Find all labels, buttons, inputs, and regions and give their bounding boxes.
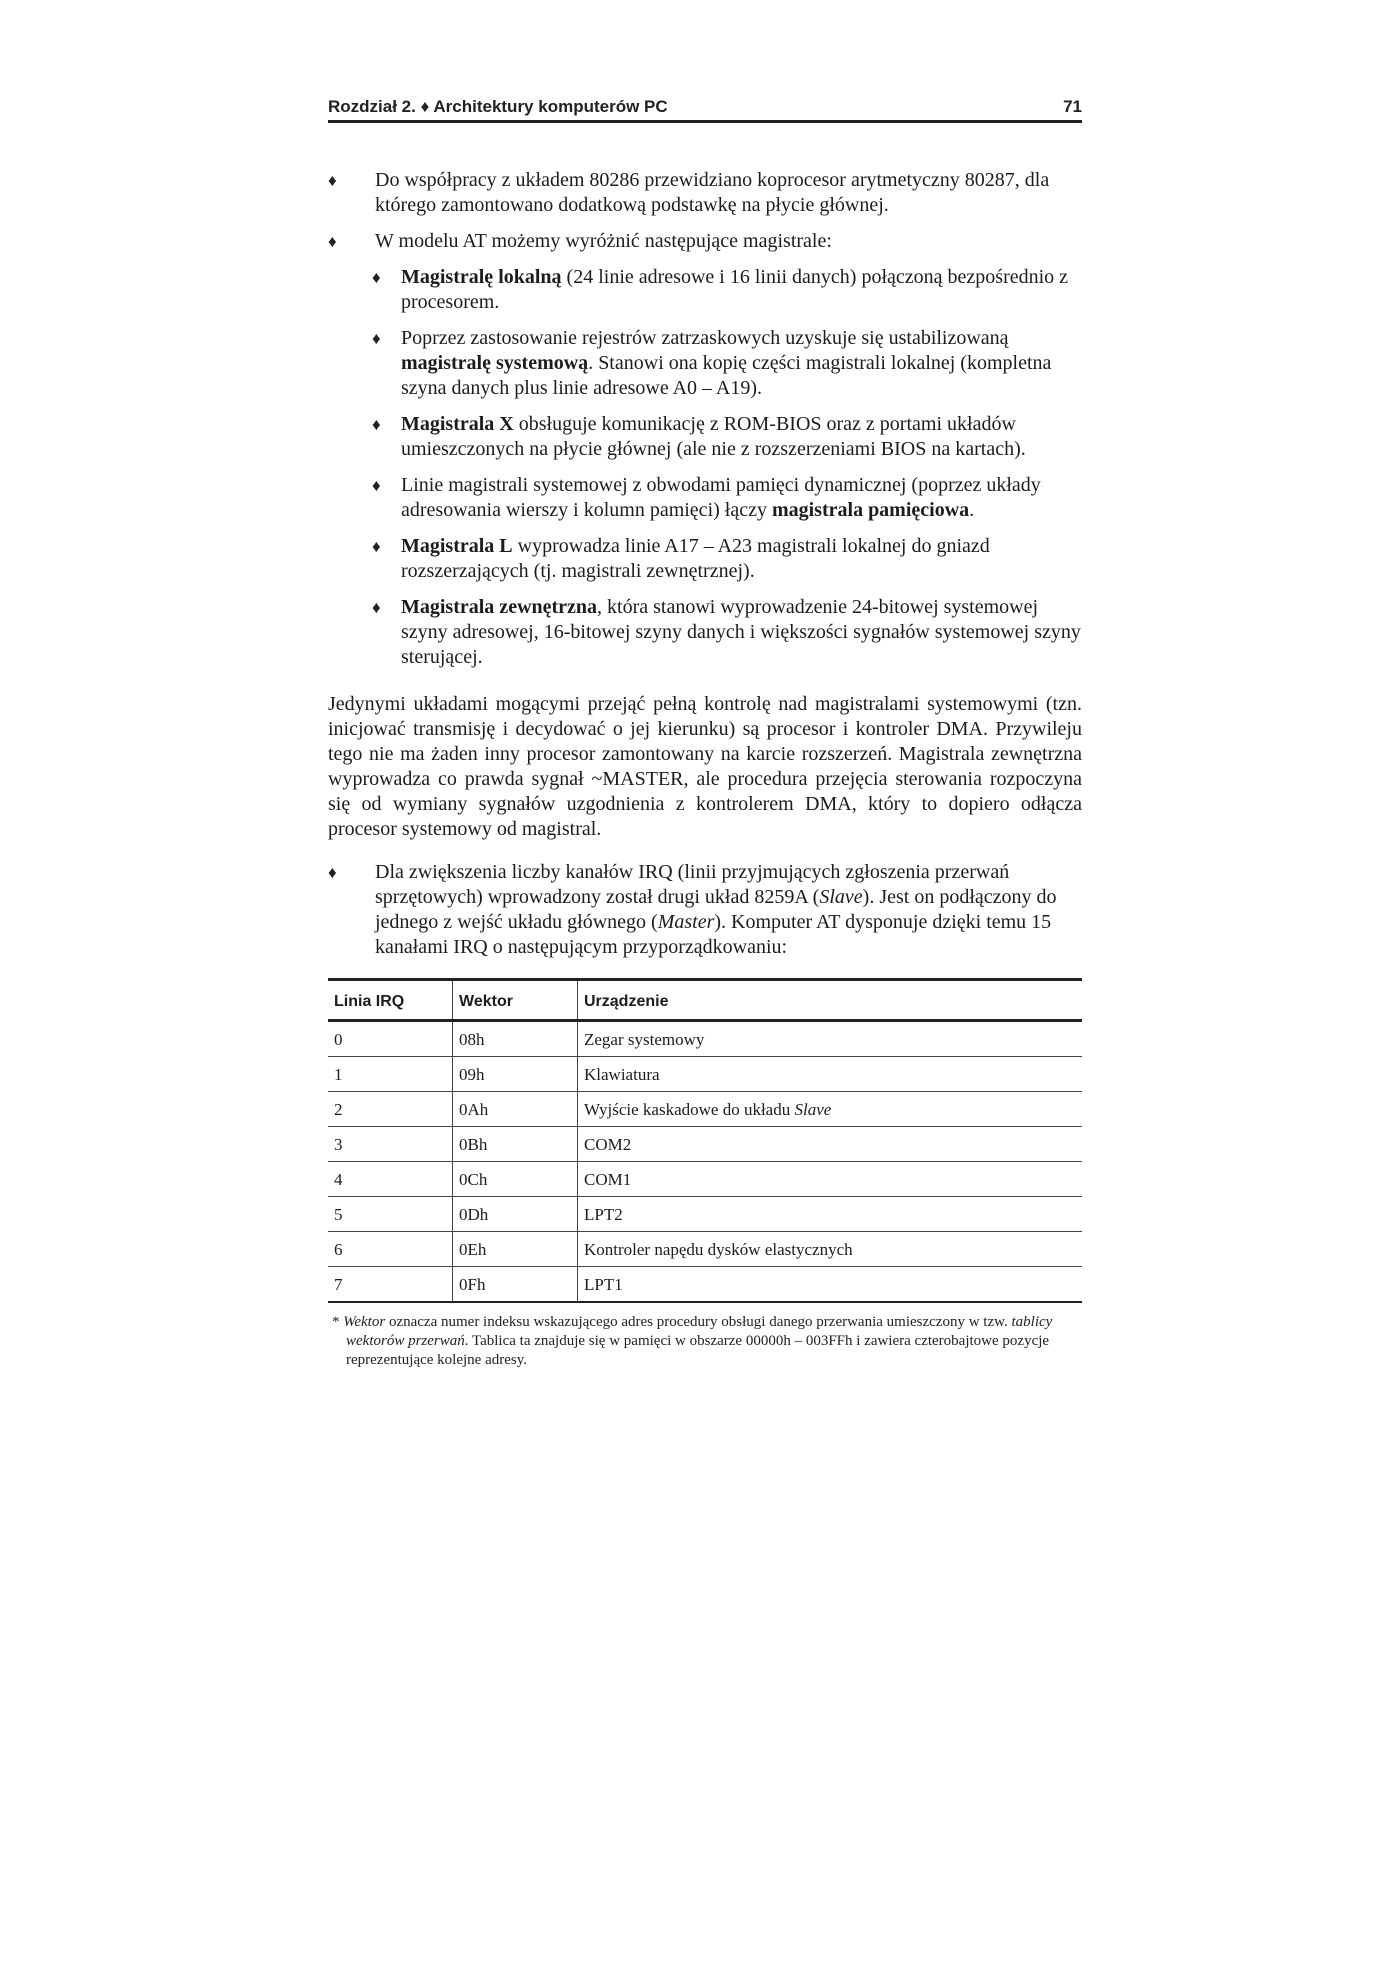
device-text: COM2	[584, 1135, 632, 1154]
cell-device	[578, 1127, 1083, 1162]
header-separator-icon: ♦	[420, 97, 430, 116]
cell-irq-line: 2	[328, 1092, 453, 1127]
table-row	[328, 1197, 1082, 1232]
footnote-star: *	[332, 1314, 344, 1330]
cell-irq-line: 4	[328, 1162, 453, 1197]
device-text: COM1	[584, 1170, 632, 1189]
sub-bullet-bold: Magistralę lokalną	[401, 266, 562, 288]
cell-device	[578, 1197, 1083, 1232]
device-text: LPT1	[584, 1275, 623, 1294]
table-row	[328, 1092, 1082, 1127]
bullet-item	[328, 229, 1082, 254]
sub-bullet-pre: Poprzez zastosowanie rejestrów zatrzaskowych uzyskuje się ustabilizowaną	[401, 327, 1009, 349]
table-header-row	[328, 980, 1082, 1021]
table-row	[328, 1267, 1082, 1303]
page-body	[328, 168, 1082, 1370]
device-text: Kontroler napędu dysków elastycznych	[584, 1240, 853, 1259]
sub-bullet-item	[328, 326, 1082, 401]
sub-bullet-post: wyprowadza linie A17 – A23 magistrali lokalnej do gniazd rozszerzających (tj. magistrali zewnętrznej).	[401, 535, 990, 582]
header-rule	[328, 120, 1082, 123]
table-row	[328, 1021, 1082, 1057]
table-row	[328, 1232, 1082, 1267]
bullet-italic-master: Master	[657, 911, 715, 933]
sub-bullet-post: obsługuje komunikację z ROM-BIOS oraz z portami układów umieszczonych na płycie głównej (ale nie z rozszerzeniami BIOS na kartach).	[401, 413, 1026, 460]
table-row	[328, 1162, 1082, 1197]
table-footnote	[328, 1313, 1082, 1370]
sub-bullet-post: , która stanowi wyprowadzenie 24-bitowej systemowej szyny adresowej, 16-bitowej szyny danych i większości sygnałów systemowej szyny sterującej.	[401, 596, 1081, 668]
diamond-bullet-icon: ♦	[328, 863, 337, 882]
column-header-vector: Wektor	[453, 980, 578, 1021]
footnote-text-b: . Tablica ta znajduje się w pamięci w obszarze 00000h – 003FFh i zawiera czterobajtowe pozycje reprezentujące kolejne adresy.	[346, 1333, 1050, 1368]
sub-bullet-item	[328, 595, 1082, 670]
footnote-italic-term: Wektor	[343, 1314, 386, 1330]
diamond-bullet-icon: ♦	[372, 329, 381, 348]
bullet-text: Do współpracy z układem 80286 przewidziano koprocesor arytmetyczny 80287, dla którego zamontowano dodatkową podstawkę na płycie głównej.	[375, 169, 1050, 216]
sub-bullet-post: . Stanowi ona kopię części magistrali lokalnej (kompletna szyna danych plus linie adresowe A0 – A19).	[401, 352, 1052, 399]
cell-irq-line: 3	[328, 1127, 453, 1162]
sub-bullet-bold: magistralę systemową	[401, 352, 589, 374]
cell-irq-line: 5	[328, 1197, 453, 1232]
diamond-bullet-icon: ♦	[372, 598, 381, 617]
diamond-bullet-icon: ♦	[328, 232, 337, 251]
bullet-item	[328, 168, 1082, 218]
column-header-irq-line: Linia IRQ	[328, 980, 453, 1021]
sub-bullet-pre: Linie magistrali systemowej z obwodami pamięci dynamicznej (poprzez układy adresowania wierszy i kolumn pamięci) łączy	[401, 474, 1041, 521]
cell-vector: 0Ah	[453, 1092, 578, 1127]
diamond-bullet-icon: ♦	[328, 171, 337, 190]
sub-bullet-post: (24 linie adresowe i 16 linii danych) połączoną bezpośrednio z procesorem.	[401, 266, 1069, 313]
irq-table	[328, 978, 1082, 1303]
sub-bullet-post: .	[969, 499, 975, 521]
bullet-text: W modelu AT możemy wyróżnić następujące magistrale:	[375, 230, 832, 252]
diamond-bullet-icon: ♦	[372, 476, 381, 495]
cell-device	[578, 1021, 1083, 1057]
sub-bullet-bold: magistrala pamięciowa	[771, 499, 970, 521]
sub-bullet-item	[328, 412, 1082, 462]
device-italic: Slave	[794, 1100, 832, 1119]
device-text: Zegar systemowy	[584, 1030, 705, 1049]
cell-vector: 08h	[453, 1021, 578, 1057]
cell-device	[578, 1267, 1083, 1303]
cell-vector: 0Ch	[453, 1162, 578, 1197]
cell-irq-line: 0	[328, 1021, 453, 1057]
bullet-text-a: Dla zwiększenia liczby kanałów IRQ (linii przyjmujących zgłoszenia przerwań sprzętowych) wprowadzony został drugi układ 8259A (	[375, 861, 1010, 908]
cell-irq-line: 6	[328, 1232, 453, 1267]
diamond-bullet-icon: ♦	[372, 415, 381, 434]
cell-device	[578, 1232, 1083, 1267]
diamond-bullet-icon: ♦	[372, 537, 381, 556]
footnote-italic-table: tablicy wektorów przerwań	[346, 1314, 1053, 1349]
sub-bullet-bold: Magistrala L	[401, 535, 513, 557]
sub-bullet-bold: Magistrala zewnętrzna	[401, 596, 598, 618]
cell-irq-line: 7	[328, 1267, 453, 1303]
cell-vector: 0Bh	[453, 1127, 578, 1162]
cell-vector: 0Fh	[453, 1267, 578, 1303]
page-number: 71	[1063, 97, 1082, 116]
bullet-item	[328, 860, 1082, 960]
sub-bullet-item	[328, 473, 1082, 523]
cell-vector: 0Dh	[453, 1197, 578, 1232]
cell-irq-line: 1	[328, 1057, 453, 1092]
table-row	[328, 1057, 1082, 1092]
chapter-label: Rozdział 2.	[328, 97, 416, 116]
device-text: LPT2	[584, 1205, 623, 1224]
cell-device	[578, 1057, 1083, 1092]
cell-vector: 09h	[453, 1057, 578, 1092]
sub-bullet-bold: Magistrala X	[401, 413, 514, 435]
table-row	[328, 1127, 1082, 1162]
footnote-text-a: oznacza numer indeksu wskazującego adres procedury obsługi danego przerwania umieszczony w tzw.	[385, 1314, 1012, 1330]
chapter-title: Architektury komputerów PC	[433, 97, 668, 116]
cell-device	[578, 1092, 1083, 1127]
cell-vector: 0Eh	[453, 1232, 578, 1267]
header-chapter	[328, 97, 668, 117]
diamond-bullet-icon: ♦	[372, 268, 381, 287]
sub-bullet-item	[328, 534, 1082, 584]
bullet-italic-slave: Slave	[819, 886, 863, 908]
device-text: Klawiatura	[584, 1065, 660, 1084]
cell-device	[578, 1162, 1083, 1197]
bullet-text-b: ). Jest on podłączony do jednego z wejść układu głównego (	[375, 886, 1057, 933]
device-text: Wyjście kaskadowe do układu	[584, 1100, 795, 1119]
body-paragraph: Jedynymi układami mogącymi przejąć pełną kontrolę nad magistralami systemowymi (tzn. inicjować transmisję i decydować o jej kierunku) są procesor i kontroler DMA. Przywileju tego nie ma żaden inny procesor zamontowany na karcie rozszerzeń. Magistrala zewnętrzna wyprowadza co prawda sygnał ~MASTER, ale procedura przejęcia sterowania rozpoczyna się od wymiany sygnałów uzgodnienia z kontrolerem DMA, który to dopiero odłącza procesor systemowy od magistral.	[328, 693, 1082, 840]
sub-bullet-item	[328, 265, 1082, 315]
column-header-device: Urządzenie	[578, 980, 1083, 1021]
bullet-text-c: ). Komputer AT dysponuje dzięki temu 15 kanałami IRQ o następującym przyporządkowaniu:	[375, 911, 1052, 958]
